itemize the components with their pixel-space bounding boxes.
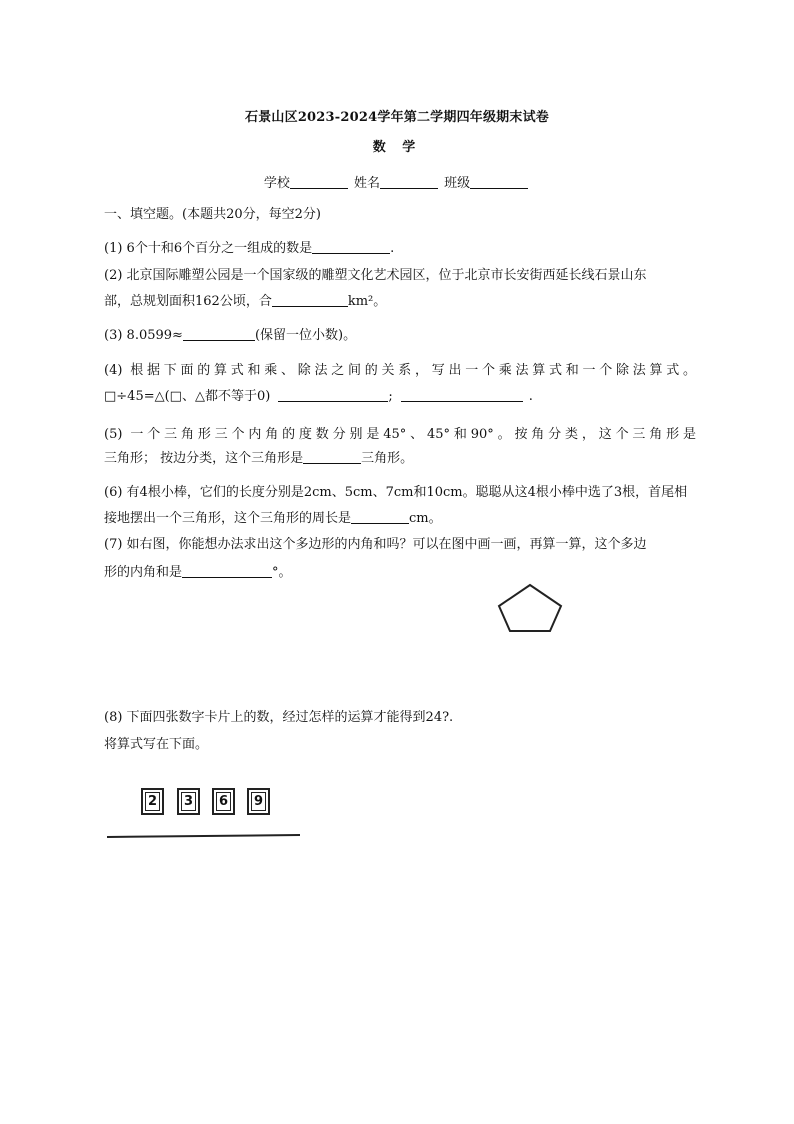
q4-end: . (528, 389, 533, 404)
school-label: 学校 (263, 176, 290, 191)
q3-text: (3) 8.0599≈ (104, 328, 183, 343)
q7-answer-blank[interactable] (182, 565, 272, 578)
school-blank[interactable] (290, 176, 348, 189)
q2-unit: km²。 (347, 294, 387, 309)
q2-text: 部，总规划面积162公顷，合 (104, 294, 272, 309)
q1-text: (1) 6个十和6个百分之一组成的数是 (104, 241, 313, 256)
q7-line1: (7) 如右图，你能想办法求出这个多边形的内角和吗？可以在图中画一画，再算一算，这个多边 (104, 537, 647, 552)
q4-division-blank[interactable] (401, 389, 523, 402)
q4-line2 (104, 389, 533, 405)
number-card: 6 (212, 788, 235, 815)
q5-line1: (5) 一个三角形三个内角的度数分别是45°、45°和90°。按角分类，这个三角形是 (104, 427, 696, 442)
question-3 (104, 328, 356, 344)
number-card: 2 (141, 788, 164, 815)
student-info-row (0, 172, 794, 191)
q4-expression: □÷45=△(□、△都不等于0) (104, 389, 271, 404)
q3-answer-blank[interactable] (183, 328, 255, 341)
q6-line2 (104, 511, 442, 527)
q5-end: 三角形。 (361, 451, 414, 466)
name-label: 姓名 (353, 176, 380, 191)
q2-line1: (2) 北京国际雕塑公园是一个国家级的雕塑文化艺术园区，位于北京市长安街西延长线石景山东 (104, 268, 647, 283)
section-heading: 一、填空题。(本题共20分，每空2分) (104, 207, 321, 222)
pentagon-shape (499, 585, 561, 631)
q8-line1: (8) 下面四张数字卡片上的数，经过怎样的运算才能得到24?. (104, 710, 454, 725)
class-label: 班级 (444, 176, 471, 191)
q7-text: 形的内角和是 (104, 565, 183, 580)
q1-end: . (390, 241, 395, 256)
q6-line1: (6) 有4根小棒，它们的长度分别是2cm、5cm、7cm和10cm。聪聪从这4根小棒中选了3根，首尾相 (104, 485, 688, 500)
q6-text: 接地摆出一个三角形，这个三角形的周长是 (104, 511, 352, 526)
q6-unit: cm。 (409, 511, 442, 526)
class-blank[interactable] (470, 176, 528, 189)
exam-title: 石景山区2023-2024学年第二学期四年级期末试卷 (245, 110, 549, 125)
question-1 (104, 241, 394, 257)
q7-unit: °。 (272, 565, 292, 580)
exam-subject: 数 学 (372, 140, 422, 155)
q5-line2 (104, 451, 413, 467)
q6-answer-blank[interactable] (351, 511, 409, 524)
pentagon-figure (497, 582, 565, 634)
number-card: 3 (177, 788, 200, 815)
q4-line1: (4) 根据下面的算式和乘、除法之间的关系，写出一个乘法算式和一个除法算式。 (104, 363, 696, 378)
q5-answer-blank[interactable] (303, 451, 361, 464)
q3-note: (保留一位小数)。 (254, 328, 357, 343)
q1-answer-blank[interactable] (312, 241, 390, 254)
q2-answer-blank[interactable] (272, 294, 348, 307)
name-blank[interactable] (380, 176, 438, 189)
number-cards (137, 786, 273, 820)
q8-answer-line[interactable] (107, 834, 300, 838)
q8-line2: 将算式写在下面。 (104, 737, 209, 752)
number-card: 9 (247, 788, 270, 815)
q5-text: 三角形； 按边分类，这个三角形是 (104, 451, 304, 466)
q4-multiplication-blank[interactable] (278, 389, 388, 402)
q4-separator: ; (388, 389, 393, 404)
q2-line2 (104, 294, 386, 310)
q7-line2 (104, 565, 292, 581)
